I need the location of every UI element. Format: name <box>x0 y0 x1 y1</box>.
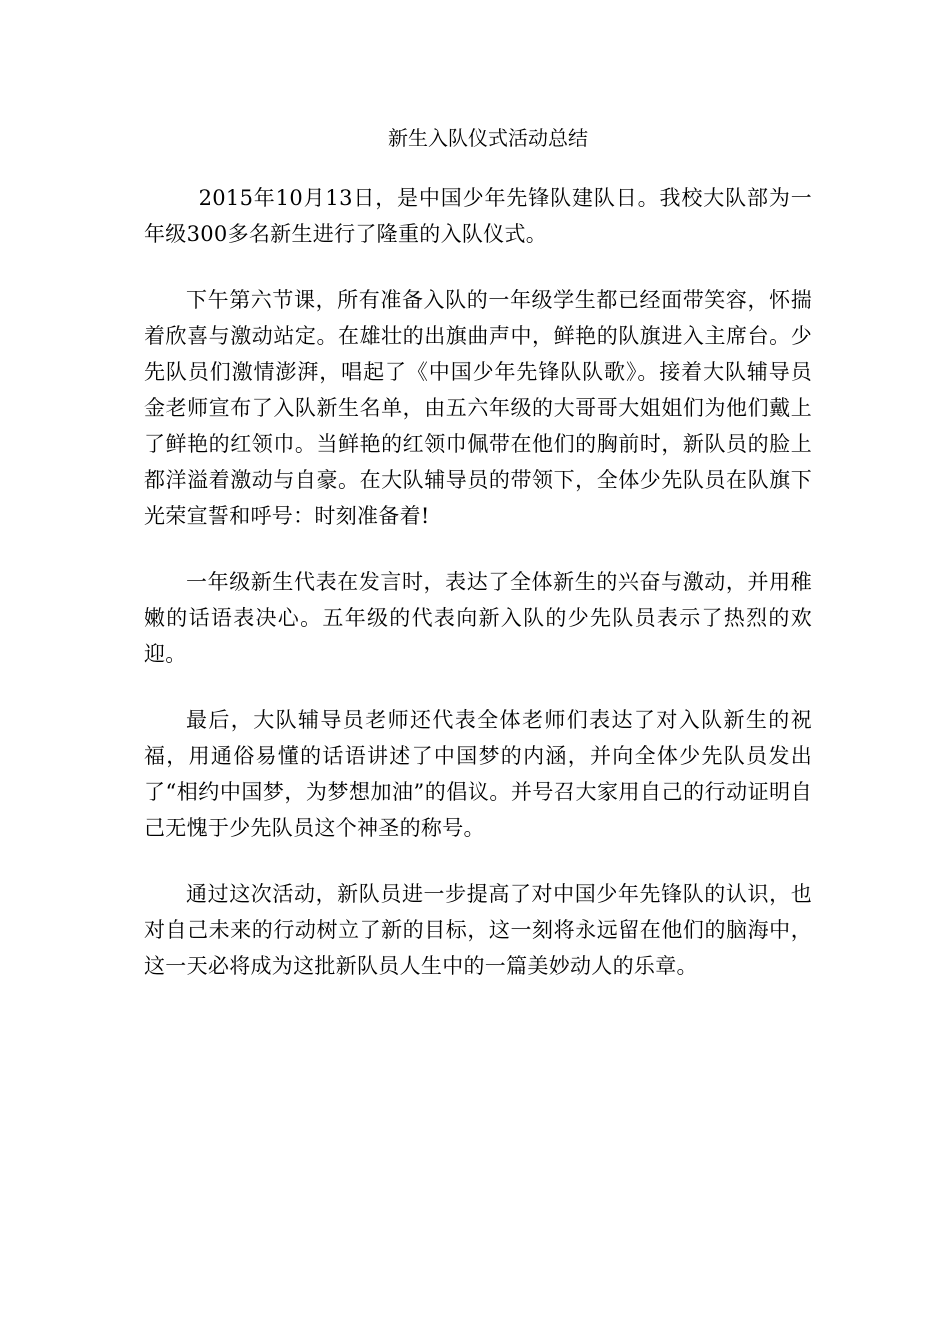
document-page <box>144 120 812 984</box>
paragraph-4: 最后，大队辅导员老师还代表全体老师们表达了对入队新生的祝福，用通俗易懂的话语讲述了中国梦的内涵，并向全体少先队员发出了“相约中国梦，为梦想加油”的倡议。并号召大家用自己的行动证明自己无愧于少先队员这个神圣的称号。 <box>144 708 812 840</box>
paragraph-5: 通过这次活动，新队员进一步提高了对中国少年先锋队的认识，也对自己未来的行动树立了新的目标，这一刻将永远留在他们的脑海中，这一天必将成为这批新队员人生中的一篇美妙动人的乐章。 <box>144 882 812 978</box>
paragraph-2: 下午第六节课，所有准备入队的一年级学生都已经面带笑容，怀揣着欣喜与激动站定。在雄壮的出旗曲声中，鲜艳的队旗进入主席台。少先队员们激情澎湃，唱起了《中国少年先锋队队歌》。接着大队辅导员金老师宣布了入队新生名单，由五六年级的大哥哥大姐姐们为他们戴上了鲜艳的红领巾。当鲜艳的红领巾佩带在他们的胸前时，新队员的脸上都洋溢着激动与自豪。在大队辅导员的带领下，全体少先队员在队旗下光荣宣誓和呼号：时刻准备着! <box>144 288 812 528</box>
document-title: 新生入队仪式活动总结 <box>388 126 588 150</box>
paragraph-3: 一年级新生代表在发言时，表达了全体新生的兴奋与激动，并用稚嫩的话语表决心。五年级的代表向新入队的少先队员表示了热烈的欢迎。 <box>144 570 812 666</box>
paragraph-1: 2015年10月13日，是中国少年先锋队建队日。我校大队部为一年级300多名新生进行了隆重的入队仪式。 <box>144 186 812 246</box>
